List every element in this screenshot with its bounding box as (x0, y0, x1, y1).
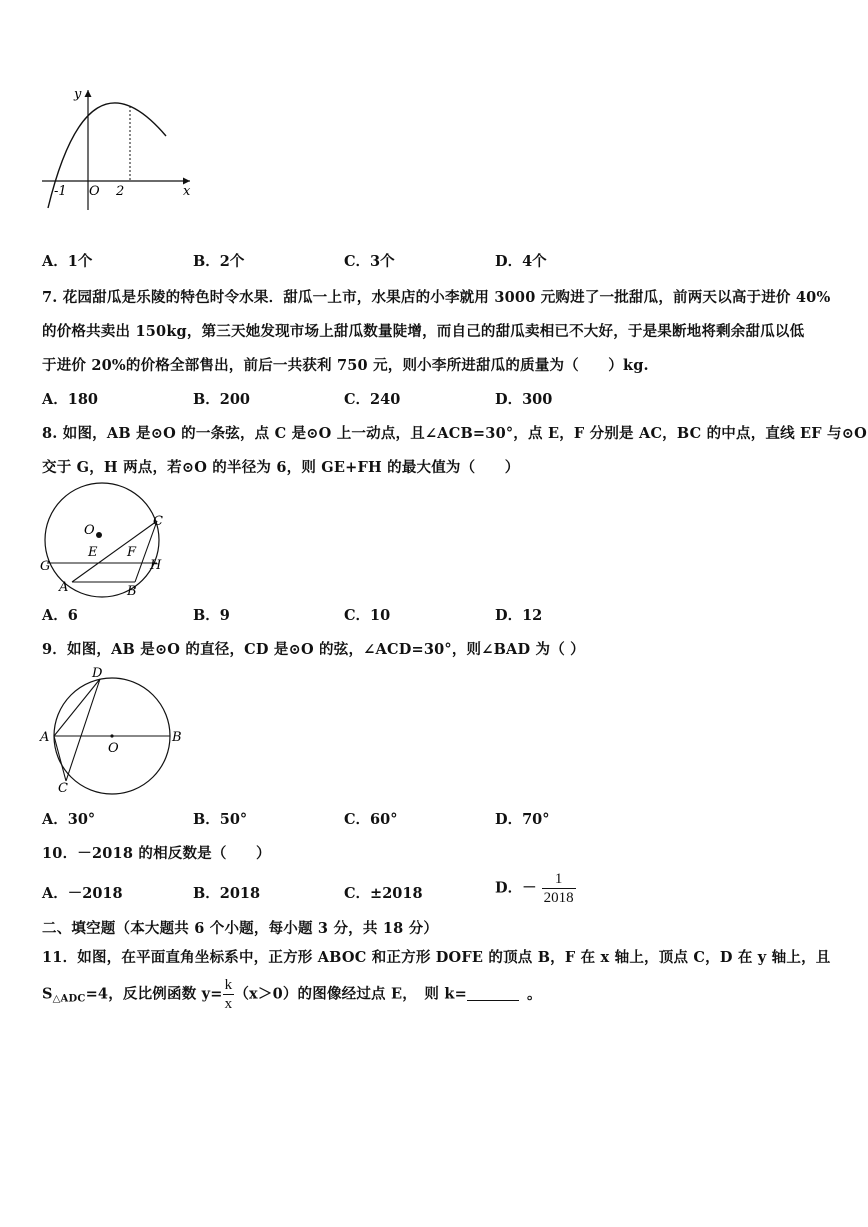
label-a: A (40, 730, 50, 745)
q7-option-d: D．300 (495, 391, 553, 408)
q11-part-3: （x＞0）的图像经过点 E， 则 k= (234, 985, 467, 1003)
x-axis-label: x (183, 184, 191, 199)
label-o: O (84, 523, 95, 538)
q11-end: 。 (526, 985, 542, 1003)
q10-option-b: B．2018 (193, 885, 261, 902)
y-axis-arrow (85, 90, 92, 97)
q9-option-c: C．60° (344, 811, 398, 828)
fraction-numerator: 1 (542, 870, 576, 889)
section-heading: 二、填空题（本大题共 6 个小题，每小题 3 分，共 18 分） (42, 920, 439, 937)
origin-label: O (89, 184, 100, 199)
area-subscript: △ADC (52, 993, 86, 1005)
q8-circle-figure (36, 478, 176, 602)
q9-option-d: D．70° (495, 811, 550, 828)
label-h: H (150, 558, 162, 573)
q8-option-c: C．10 (344, 607, 391, 624)
q11-part-2: =4，反比例函数 y= (85, 985, 223, 1003)
q10-option-a: A．－2018 (42, 885, 123, 902)
q6-option-a: A．1个 (42, 253, 93, 270)
label-b: B (127, 584, 137, 599)
q11-line-2 (42, 976, 542, 1013)
q11-line-1: 11．如图，在平面直角坐标系中，正方形 ABOC 和正方形 DOFE 的顶点 B，F 在 x 轴上，顶点 C，D 在 y 轴上，且 (42, 949, 831, 966)
q6-option-c: C．3个 (344, 253, 395, 270)
q10-line-1: 10．－2018 的相反数是（ ） (42, 845, 271, 862)
label-g: G (40, 559, 51, 574)
q9-circle-figure (36, 664, 186, 796)
center-o-dot (110, 734, 113, 737)
q7-line-3: 于进价 20%的价格全部售出，前后一共获利 750 元，则小李所进甜瓜的质量为（ ）kg. (42, 357, 649, 374)
q10-option-d-prefix: D．－ (495, 879, 537, 897)
q8-line-1: 8. 如图，AB 是⊙O 的一条弦，点 C 是⊙O 上一动点，且∠ACB=30°，点 E，F 分别是 AC，BC 的中点，直线 EF 与⊙O (42, 425, 867, 442)
label-d: D (92, 666, 103, 681)
label-a: A (59, 580, 69, 595)
q7-line-1: 7. 花园甜瓜是乐陵的特色时令水果．甜瓜一上市，水果店的小李就用 3000 元购进了一批甜瓜，前两天以高于进价 40% (42, 289, 831, 306)
label-f: F (127, 545, 137, 560)
label-b: B (172, 730, 182, 745)
q10-option-d (495, 870, 576, 907)
label-o: O (108, 741, 119, 756)
segment-ac (54, 736, 66, 781)
q8-option-d: D．12 (495, 607, 543, 624)
q9-option-b: B．50° (193, 811, 248, 828)
label-c: C (58, 781, 68, 796)
q7-line-2: 的价格共卖出 150kg，第三天她发现市场上甜瓜数量陡增，而自己的甜瓜卖相已不大好，于是果断地将剩余甜瓜以低 (42, 323, 805, 340)
fraction-denominator: x (224, 996, 233, 1012)
q7-option-c: C．240 (344, 391, 401, 408)
q8-option-a: A．6 (42, 607, 78, 624)
q7-option-a: A．180 (42, 391, 99, 408)
tick-neg1: -1 (54, 184, 67, 199)
label-c: C (153, 514, 163, 529)
q8-option-b: B．9 (193, 607, 230, 624)
q11-fraction (223, 976, 235, 1013)
center-o-dot (96, 532, 102, 538)
fraction-denominator: 2018 (543, 890, 574, 906)
q7-option-b: B．200 (193, 391, 251, 408)
label-e: E (88, 545, 98, 560)
fraction-numerator: k (224, 977, 233, 993)
y-axis-label: y (74, 87, 82, 102)
parabola-figure (38, 84, 198, 214)
q10-option-c: C．±2018 (344, 885, 423, 902)
q9-line-1: 9．如图，AB 是⊙O 的直径，CD 是⊙O 的弦，∠ACD=30°，则∠BAD 为（ ） (42, 641, 585, 658)
q10-option-d-fraction (542, 870, 576, 907)
q6-option-d: D．4个 (495, 253, 547, 270)
q6-option-b: B．2个 (193, 253, 245, 270)
q9-option-a: A．30° (42, 811, 96, 828)
q8-line-2: 交于 G，H 两点，若⊙O 的半径为 6，则 GE+FH 的最大值为（ ） (42, 459, 520, 476)
area-symbol: S (42, 985, 53, 1003)
tick-2: 2 (116, 184, 125, 199)
answer-blank[interactable] (467, 986, 519, 1001)
